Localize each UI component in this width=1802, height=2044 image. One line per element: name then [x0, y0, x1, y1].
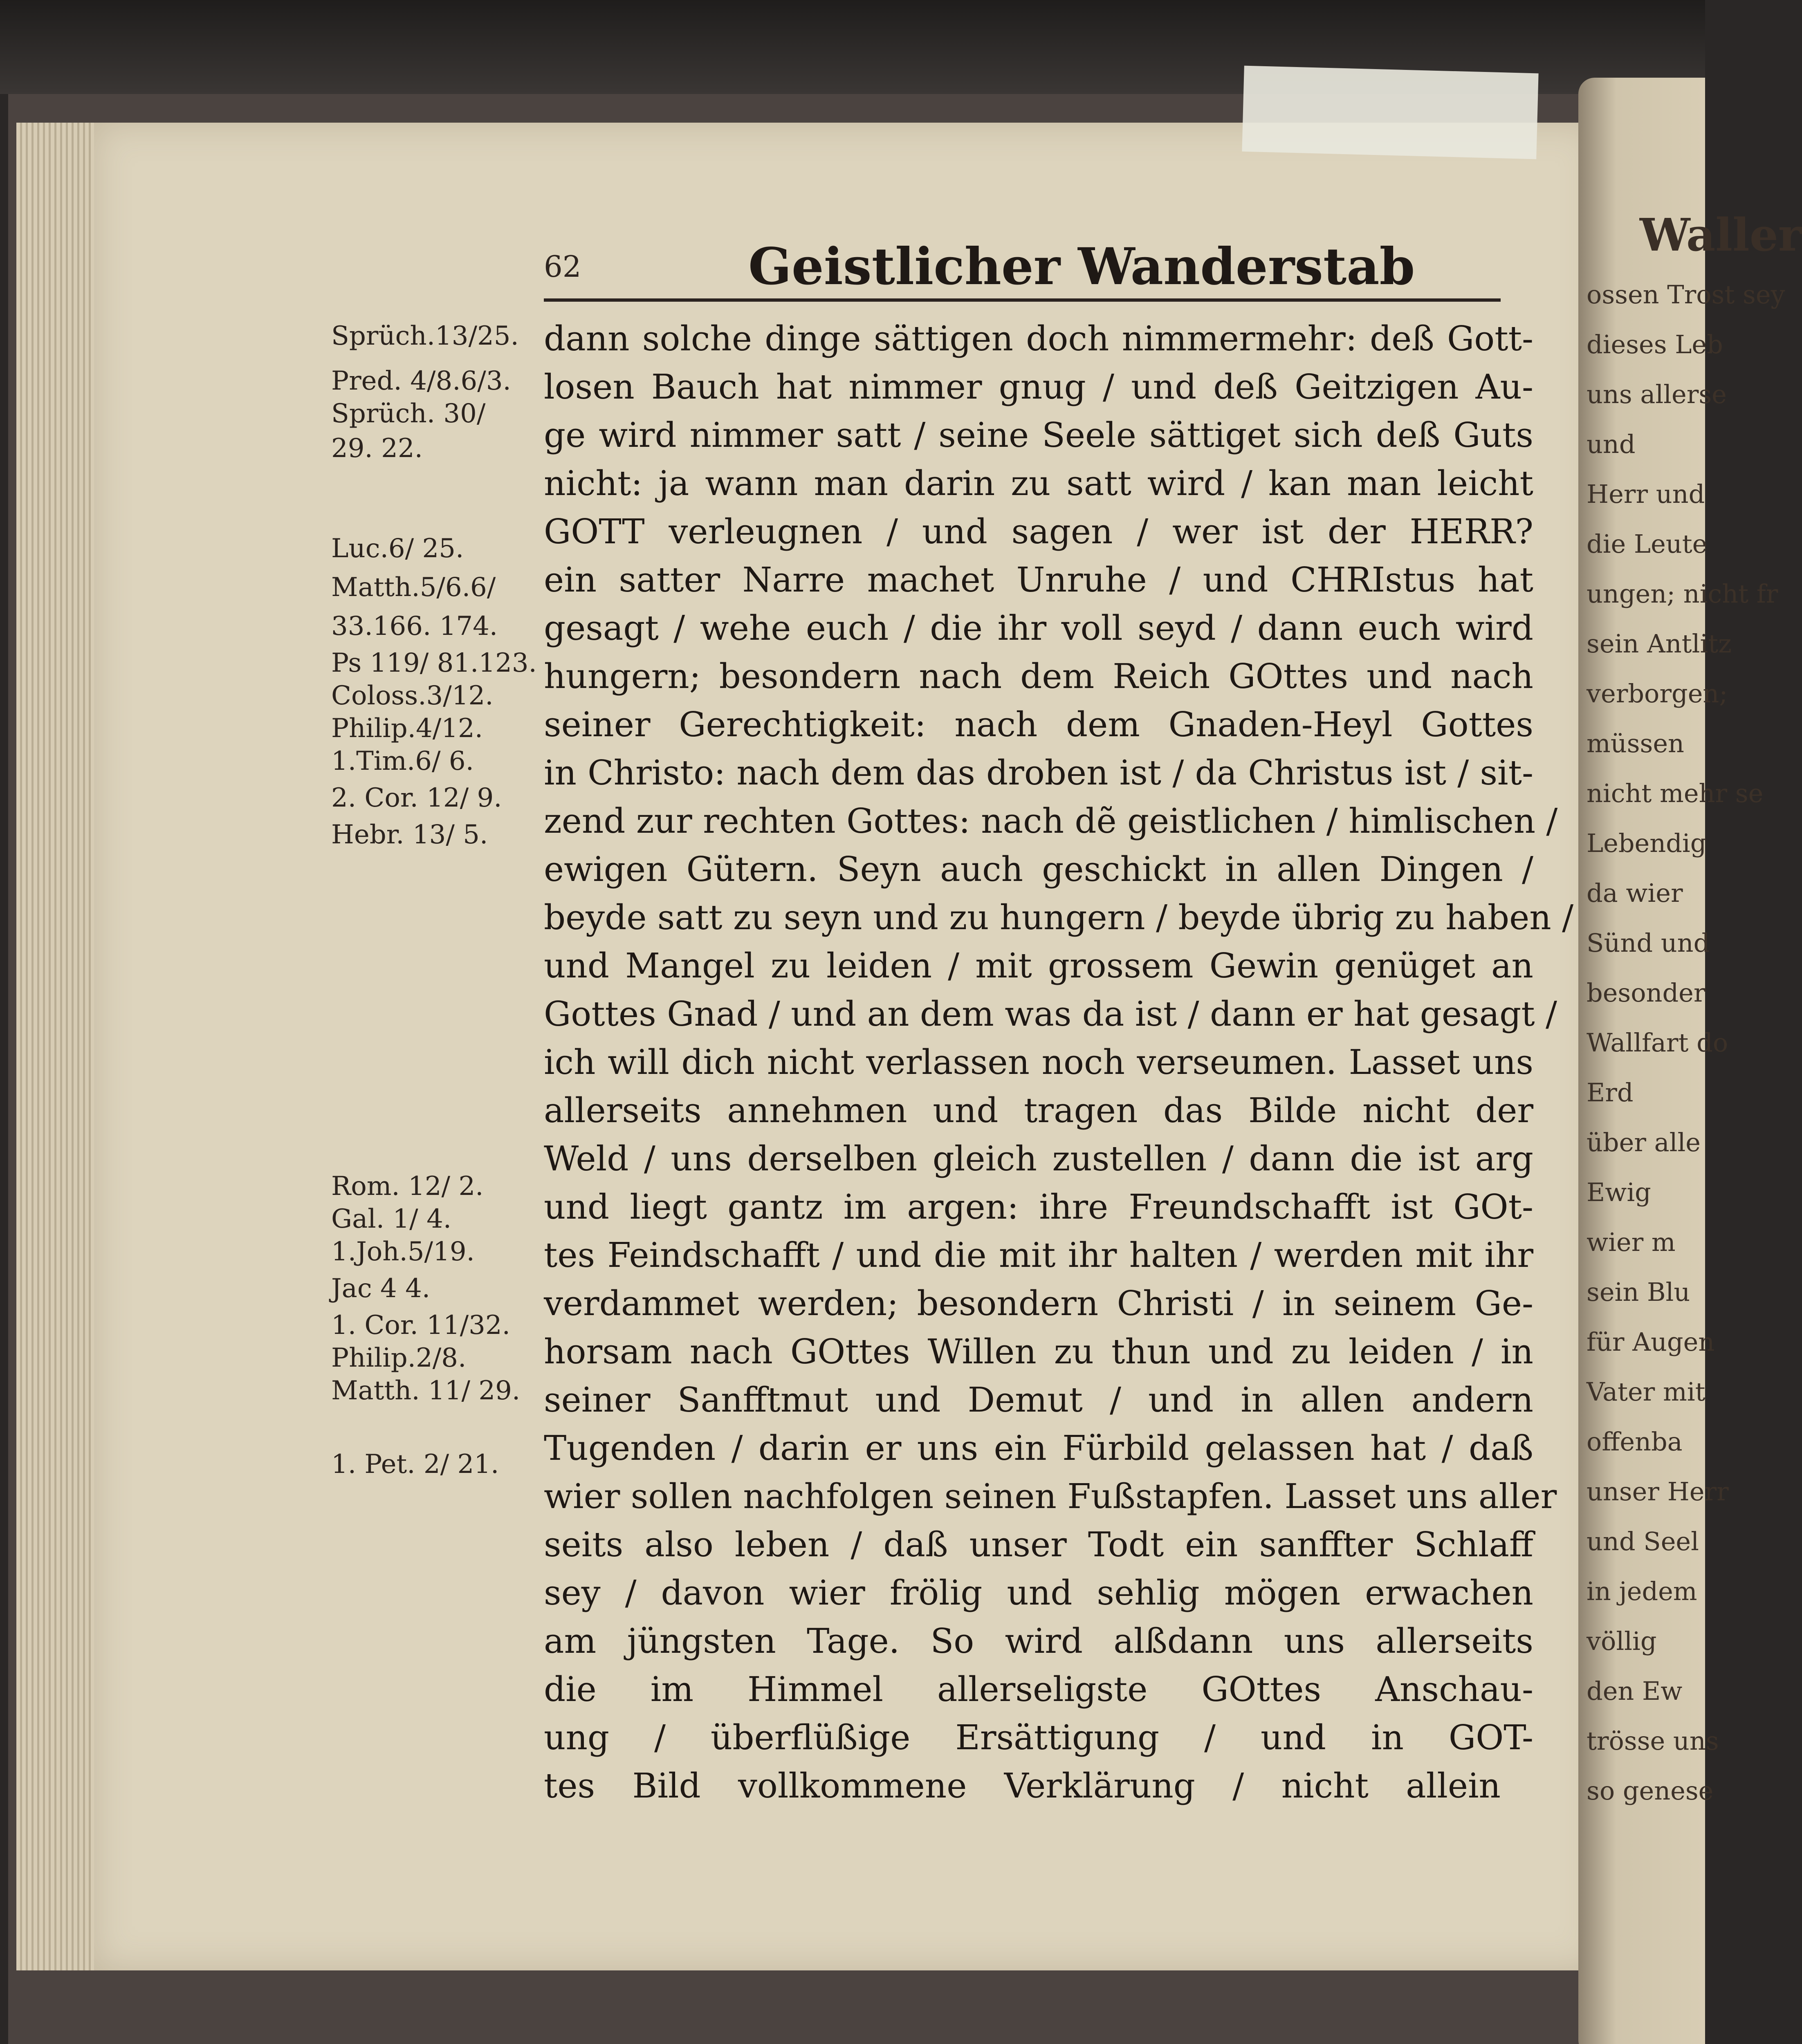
- opposite-page-line: Sünd und: [1587, 928, 1710, 958]
- opposite-page-line: offenba: [1587, 1427, 1683, 1457]
- text-line: tes Bild vollkommene Verklärung / nicht allein: [544, 1766, 1501, 1806]
- text-line: ewigen Gütern. Seyn auch geschickt in allen Dingen /: [544, 849, 1533, 889]
- text-line: am jüngsten Tage. So wird alßdann uns allerseits: [544, 1621, 1533, 1661]
- opposite-page: [1578, 78, 1802, 2044]
- text-line: hungern; besondern nach dem Reich GOttes und nach: [544, 657, 1533, 696]
- text-line: wier sollen nachfolgen seinen Fußstapfen. Lasset uns aller: [544, 1477, 1557, 1516]
- text-line: nicht: ja wann man darin zu satt wird / kan man leicht: [544, 464, 1533, 503]
- text-line: sey / davon wier frölig und sehlig mögen erwachen: [544, 1573, 1533, 1613]
- opposite-page-line: über alle: [1587, 1127, 1701, 1157]
- text-line: allerseits annehmen und tragen das Bilde nicht der: [544, 1091, 1533, 1130]
- opposite-page-line: sein Blu: [1587, 1277, 1690, 1307]
- opposite-page-line: nicht mehr se: [1587, 778, 1764, 808]
- text-line: seiner Sanfftmut und Demut / und in allen andern: [544, 1380, 1533, 1420]
- opposite-page-line: Lebendig: [1587, 828, 1707, 858]
- margin-reference: Pred. 4/8.6/3.: [331, 366, 511, 396]
- opposite-page-title: Waller: [1640, 208, 1802, 261]
- margin-reference: 29. 22.: [331, 433, 423, 464]
- opposite-page-line: und Seel: [1587, 1526, 1699, 1556]
- opposite-page-line: unser Herr: [1587, 1477, 1729, 1506]
- margin-reference: 1. Cor. 11/32.: [331, 1310, 510, 1340]
- text-line: ich will dich nicht verlassen noch verseumen. Lasset uns: [544, 1042, 1533, 1082]
- opposite-page-line: Ewig: [1587, 1177, 1651, 1207]
- margin-reference: Sprüch.13/25.: [331, 321, 519, 351]
- margin-reference: Luc.6/ 25.: [331, 533, 464, 564]
- text-line: dann solche dinge sättigen doch nimmermehr: deß Gott-: [544, 319, 1533, 359]
- text-line: ge wird nimmer satt / seine Seele sättiget sich deß Guts: [544, 415, 1533, 455]
- margin-reference: Philip.4/12.: [331, 713, 483, 744]
- margin-reference: 2. Cor. 12/ 9.: [331, 783, 502, 813]
- margin-reference: 1.Joh.5/19.: [331, 1237, 475, 1267]
- opposite-page-line: sein Antlitz: [1587, 629, 1732, 659]
- text-line: ung / überflüßige Ersättigung / und in GOT-: [544, 1718, 1533, 1757]
- text-line: und liegt gantz im argen: ihre Freundschafft ist GOt-: [544, 1187, 1533, 1227]
- margin-reference: 1. Pet. 2/ 21.: [331, 1449, 499, 1479]
- opposite-page-line: trösse uns: [1587, 1726, 1719, 1756]
- text-line: losen Bauch hat nimmer gnug / und deß Geitzigen Au-: [544, 367, 1533, 407]
- text-line: gesagt / wehe euch / die ihr voll seyd / dann euch wird: [544, 608, 1533, 648]
- opposite-page-line: verborgen;: [1587, 679, 1728, 708]
- opposite-page-line: Erd: [1587, 1078, 1634, 1107]
- text-line: die im Himmel allerseligste GOttes Anschau-: [544, 1670, 1533, 1709]
- page-header: [544, 237, 1521, 298]
- repair-tape: [1242, 66, 1538, 159]
- text-line: beyde satt zu seyn und zu hungern / beyde übrig zu haben /: [544, 898, 1574, 937]
- text-line: Weld / uns derselben gleich zustellen / dann die ist arg: [544, 1139, 1533, 1179]
- opposite-page-line: uns allerse: [1587, 379, 1727, 409]
- text-line: und Mangel zu leiden / mit grossem Gewin genüget an: [544, 946, 1533, 986]
- margin-reference: Coloss.3/12.: [331, 681, 494, 711]
- margin-reference: Ps 119/ 81.123.: [331, 648, 537, 678]
- opposite-page-line: und: [1587, 429, 1636, 459]
- text-line: in Christo: nach dem das droben ist / da Christus ist / sit-: [544, 753, 1533, 793]
- margin-reference: Philip.2/8.: [331, 1343, 467, 1373]
- margin-reference: Rom. 12/ 2.: [331, 1171, 484, 1201]
- margin-reference: Gal. 1/ 4.: [331, 1204, 452, 1234]
- text-line: zend zur rechten Gottes: nach dẽ geistlichen / himlischen /: [544, 801, 1558, 841]
- opposite-page-line: Vater mit: [1587, 1377, 1706, 1407]
- text-line: seiner Gerechtigkeit: nach dem Gnaden-Heyl Gottes: [544, 705, 1533, 744]
- opposite-page-line: in jedem: [1587, 1576, 1697, 1606]
- opposite-page-line: da wier: [1587, 878, 1683, 908]
- margin-reference: Jac 4 4.: [331, 1273, 431, 1304]
- opposite-page-line: Herr und: [1587, 479, 1705, 509]
- text-line: verdammet werden; besondern Christi / in seinem Ge-: [544, 1284, 1533, 1323]
- page-number: 62: [544, 249, 581, 284]
- margin-reference: Matth. 11/ 29.: [331, 1376, 521, 1406]
- opposite-page-line: die Leute: [1587, 529, 1708, 559]
- opposite-page-line: den Ew: [1587, 1676, 1683, 1706]
- header-rule: [544, 298, 1501, 302]
- margin-reference: Matth.5/6.6/: [331, 572, 496, 603]
- text-line: horsam nach GOttes Willen zu thun und zu leiden / in: [544, 1332, 1533, 1372]
- text-line: tes Feindschafft / und die mit ihr halten / werden mit ihr: [544, 1235, 1533, 1275]
- margin-reference: Hebr. 13/ 5.: [331, 820, 488, 850]
- text-line: GOTT verleugnen / und sagen / wer ist der HERR?: [544, 512, 1533, 551]
- opposite-page-line: völlig: [1587, 1626, 1657, 1656]
- opposite-page-line: für Augen: [1587, 1327, 1715, 1357]
- opposite-page-line: so genese: [1587, 1776, 1714, 1806]
- opposite-page-line: ossen Trost sey: [1587, 280, 1785, 309]
- opposite-page-line: besonder: [1587, 978, 1706, 1008]
- text-line: Gottes Gnad / und an dem was da ist / dann er hat gesagt /: [544, 994, 1557, 1034]
- margin-reference: Sprüch. 30/: [331, 399, 486, 429]
- text-line: seits also leben / daß unser Todt ein sanffter Schlaff: [544, 1525, 1533, 1564]
- opposite-page-line: müssen: [1587, 728, 1684, 758]
- opposite-page-line: wier m: [1587, 1227, 1676, 1257]
- opposite-page-line: dieses Leb: [1587, 329, 1723, 359]
- opposite-page-line: Wallfart do: [1587, 1028, 1728, 1058]
- text-line: ein satter Narre machet Unruhe / und CHRIstus hat: [544, 560, 1533, 600]
- running-title: Geistlicher Wanderstab: [748, 237, 1415, 296]
- margin-reference: 1.Tim.6/ 6.: [331, 746, 474, 776]
- text-line: Tugenden / darin er uns ein Fürbild gelassen hat / daß: [544, 1428, 1533, 1468]
- opposite-page-line: ungen; nicht fr: [1587, 579, 1778, 609]
- margin-reference: 33.166. 174.: [331, 611, 498, 641]
